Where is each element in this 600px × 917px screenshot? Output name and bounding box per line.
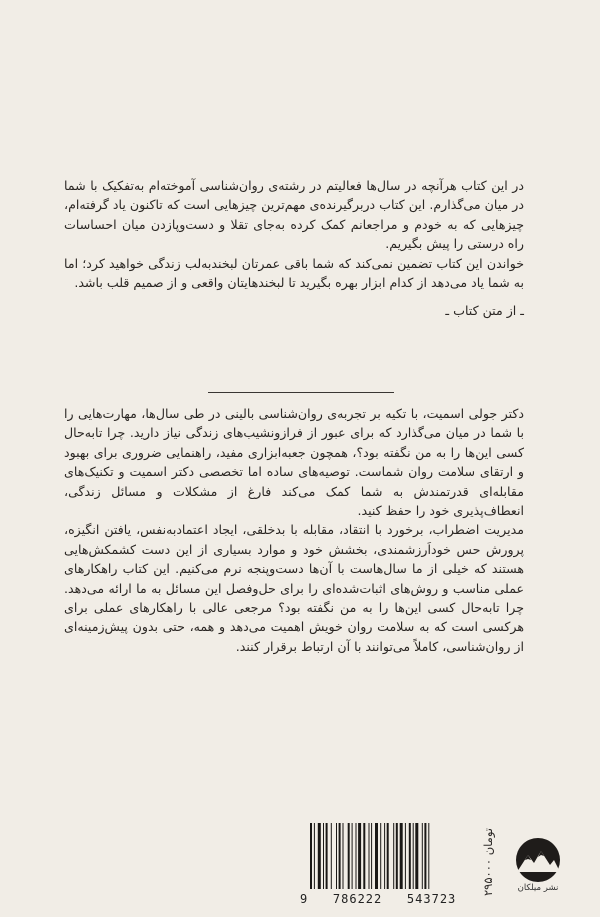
price-label: [479, 820, 497, 904]
mountains-logo-icon: [510, 837, 566, 883]
excerpt-paragraph: خواندن این کتاب تضمین نمی‌کند که شما باقی عمرتان لبخندبه‌لب زندگی خواهید کرد؛ اما به شما یاد می‌دهد از کدام ابزار بهره بگیرید تا لبخندهایتان واقعی و از صمیم قلب باشد.: [64, 255, 524, 291]
price-text: ۲۹۵۰۰۰ تومان: [481, 828, 495, 896]
section-divider: [208, 392, 394, 393]
excerpt-paragraph: در این کتاب هرآنچه در سال‌ها فعالیتم در رشته‌ی روان‌شناسی آموخته‌ام به‌تفکیک با شما در میان می‌گذارم. این کتاب دربرگیرنده‌ی مهم‌ترین چیزهایی است که تاکنون یاد گرفته‌ام، چیزهایی که به خودم و مراجعانم کمک کرده به‌جای تقلا و دست‌وپازدن میان احساسات راه درستی را پیش بگیریم.: [64, 178, 524, 252]
publisher-logo: [510, 837, 566, 897]
excerpt-source: ـ از متن کتاب ـ: [445, 303, 524, 319]
description-paragraph: مدیریت اضطراب، برخورد با انتقاد، مقابله با بدخلقی، ایجاد اعتمادبه‌نفس، یافتن انگیزه، پرورش حس خوداَرزشمندی، بخشش خود و موارد بسیاری از این دست کشمکش‌هایی هستند که خیلی از ما سال‌هاست با آن‌ها دست‌وپنجه نرم می‌کنیم. این کتاب راهکارهای عملی مناسب و روش‌های اثبات‌شده‌ای را برای حل‌وفصل این مسائل به ما ارائه می‌دهد. چرا تابه‌حال کسی این‌ها را به من نگفته بود؟ مرجعی عالی با راهکارهای عملی برای هرکسی است که به سلامت روان خویش اهمیت می‌دهد و همه، حتی بدون پیش‌زمینه‌ای از روان‌شناسی، کاملاً می‌توانند با آن ارتباط برقرار کنند.: [64, 522, 524, 654]
isbn-number: 9 786222 543723: [300, 892, 457, 906]
isbn-barcode: [300, 823, 474, 907]
barcode-icon: [300, 823, 474, 893]
publisher-name: نشر میلکان: [517, 883, 559, 893]
book-excerpt: [64, 176, 524, 321]
description-paragraph: دکتر جولی اسمیت، با تکیه بر تجربه‌ی روان‌شناسی بالینی در طی سال‌ها، مهارت‌هایی را با شما در میان می‌گذارد که برای عبور از فرازونشیب‌های زندگی نیاز دارید. چرا تابه‌حال کسی این‌ها را به من نگفته بود؟، همچون جعبه‌ابزاری مفید، راهنمایی ضروری برای بهبود و ارتقای سلامت روان شماست. توصیه‌های ساده اما تخصصی دکتر اسمیت و تکنیک‌های مقابله‌ای قدرتمندش به شما کمک می‌کند فارغ از مشکلات و مسائل زندگی، انعطاف‌پذیری خود را حفظ کنید.: [64, 406, 524, 519]
book-description: [64, 404, 524, 656]
